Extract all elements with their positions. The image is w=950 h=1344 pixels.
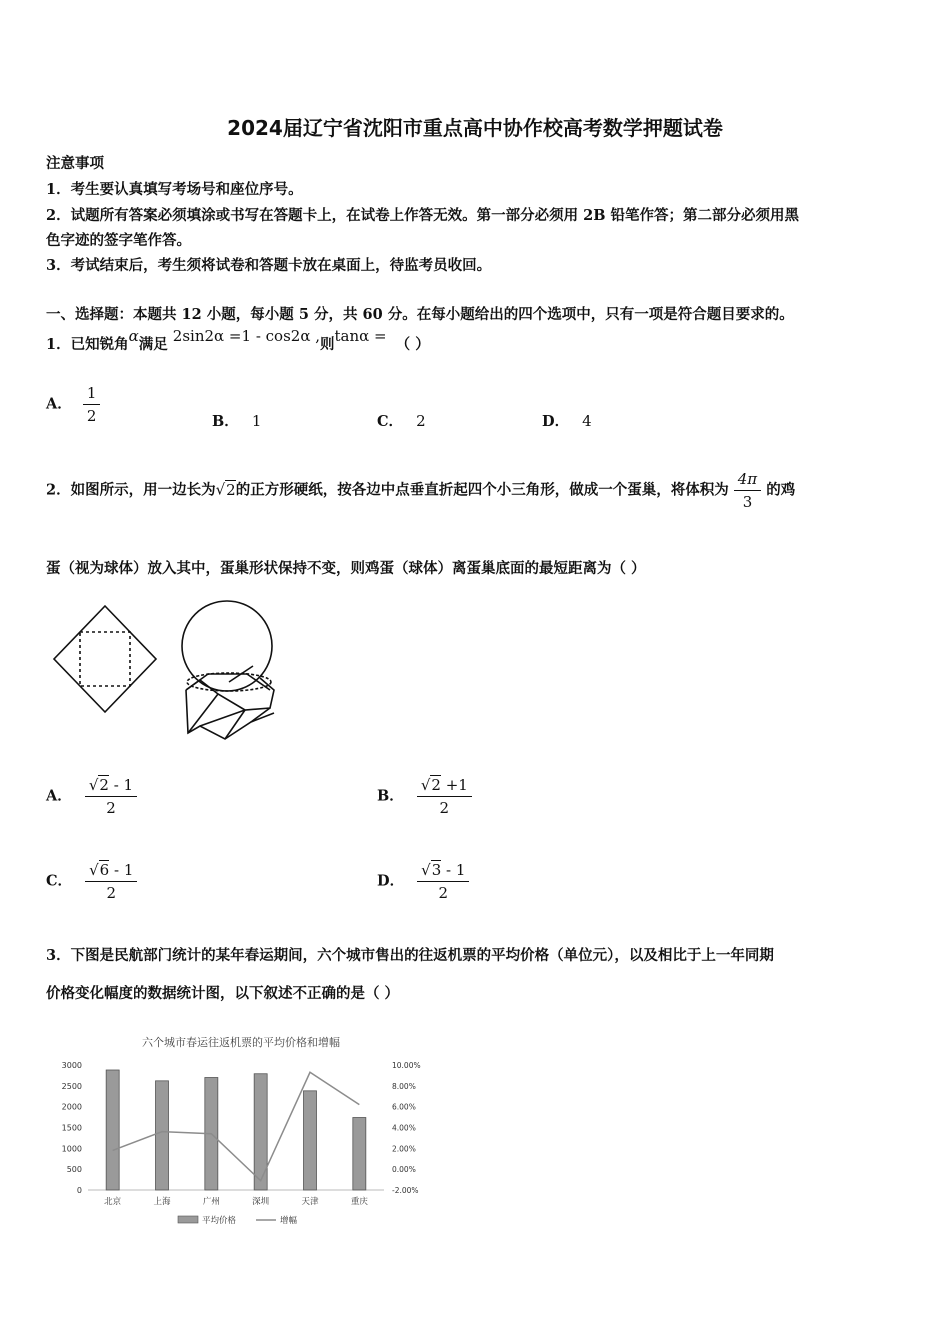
denominator: 3 <box>742 493 753 511</box>
q2-option-c <box>46 861 137 902</box>
option-label: A． <box>46 395 72 413</box>
category-label: 深圳 <box>252 1197 270 1207</box>
option-value: 1 <box>251 412 262 430</box>
q1-option-a <box>46 384 100 425</box>
q1-alpha: α <box>128 327 139 345</box>
legend-bar-swatch <box>178 1216 198 1223</box>
option-label: B． <box>377 787 404 805</box>
radicand: 6 <box>99 861 110 879</box>
notice-item: 3．考试结束后，考生须将试卷和答题卡放在桌面上，待监考员收回。 <box>46 257 492 274</box>
radicand: 2 <box>226 480 236 499</box>
category-label: 重庆 <box>350 1197 368 1207</box>
left-axis-tick-label: 500 <box>66 1165 82 1175</box>
right-axis-tick-label: 8.00% <box>392 1081 416 1091</box>
denominator: 2 <box>106 799 116 817</box>
q2-option-b <box>377 776 472 817</box>
numerator-rest: - 1 <box>441 861 466 879</box>
egg-in-nest-diagram <box>182 601 274 739</box>
q1-target: tanα = <box>334 327 387 345</box>
fraction <box>417 861 469 902</box>
q1-condition: 2sin2α =1 - cos2α , <box>172 327 320 345</box>
legend-label: 增幅 <box>280 1216 298 1226</box>
right-axis-tick-label: 4.00% <box>392 1123 416 1133</box>
bar-average-price <box>156 1081 169 1190</box>
option-label: D． <box>377 872 405 890</box>
q1-option-b <box>212 410 261 431</box>
radicand: 3 <box>431 861 442 879</box>
egg-nest-figure <box>48 598 288 748</box>
notice-item: 色字迹的签字笔作答。 <box>46 232 191 249</box>
numerator: 1 <box>83 384 101 405</box>
left-axis-tick-label: 2000 <box>61 1102 82 1112</box>
left-axis-tick-label: 3000 <box>61 1061 82 1070</box>
fraction <box>85 776 137 817</box>
numerator-rest: +1 <box>440 776 468 794</box>
right-axis-tick-label: -2.00% <box>392 1186 419 1195</box>
numerator: √3 - 1 <box>417 861 469 882</box>
category-label: 广州 <box>202 1197 220 1207</box>
left-axis-tick-label: 0 <box>76 1186 82 1195</box>
volume-fraction <box>734 470 761 511</box>
right-axis-tick-label: 6.00% <box>392 1102 416 1112</box>
category-label: 天津 <box>301 1197 319 1207</box>
sqrt-expression: √2 <box>215 480 236 499</box>
left-axis-tick-label: 1000 <box>61 1144 82 1154</box>
fraction <box>83 384 101 425</box>
right-axis-tick-label: 10.00% <box>392 1061 421 1070</box>
option-label: B． <box>212 413 239 430</box>
fraction <box>417 776 472 817</box>
radicand: 2 <box>99 776 109 794</box>
page-title: 2024届辽宁省沈阳市重点高中协作校高考数学押题试卷 <box>227 116 723 140</box>
chart-title: 六个城市春运往返机票的平均价格和增幅 <box>142 1036 340 1049</box>
section-heading: 一、选择题：本题共 12 小题，每小题 5 分，共 60 分。在每小题给出的四个选项中，只有一项是符合题目要求的。 <box>46 306 794 323</box>
price-change-chart <box>46 1028 446 1238</box>
q1-prefix: 1．已知锐角 <box>46 336 129 353</box>
numerator-rest: - 1 <box>108 776 134 794</box>
q1-blank: （ ） <box>395 336 430 353</box>
option-value: 2 <box>416 412 426 430</box>
q1-option-d <box>542 410 592 431</box>
q2-option-a <box>46 776 137 817</box>
q1-then: 则 <box>320 336 335 353</box>
left-axis-tick-label: 2500 <box>61 1081 82 1091</box>
bar-average-price <box>106 1070 119 1190</box>
category-label: 上海 <box>153 1197 171 1207</box>
q1-mid: 满足 <box>138 336 168 353</box>
q2-text: 2．如图所示，用一边长为 <box>46 481 216 499</box>
denominator: 2 <box>106 884 117 902</box>
q2-text: 的正方形硬纸，按各边中点垂直折起四个小三角形，做成一个蛋巢，将体积为 <box>235 481 729 499</box>
q1-option-c <box>377 410 426 431</box>
numerator: √6 - 1 <box>85 861 137 882</box>
left-axis-tick-label: 1500 <box>61 1123 82 1133</box>
question-3-line-1: 3．下图是民航部门统计的某年春运期间，六个城市售出的往返机票的平均价格（单位元），以及相比于上一年同期 <box>46 947 774 964</box>
category-label: 北京 <box>104 1197 122 1207</box>
question-2-line-2: 蛋（视为球体）放入其中，蛋巢形状保持不变，则鸡蛋（球体）离蛋巢底面的最短距离为（ ） <box>46 560 646 577</box>
notice-item: 1．考生要认真填写考场号和座位序号。 <box>46 181 303 198</box>
q2-text: 的鸡 <box>766 481 796 499</box>
option-value: 4 <box>582 412 592 430</box>
bar-average-price <box>254 1074 267 1190</box>
notice-heading: 注意事项 <box>46 155 104 172</box>
fraction <box>85 861 137 902</box>
legend-label: 平均价格 <box>202 1216 237 1226</box>
numerator: √2 - 1 <box>85 776 137 797</box>
option-label: D． <box>542 413 570 430</box>
denominator: 2 <box>439 799 450 817</box>
folded-square-diagram <box>54 606 156 712</box>
q2-option-d <box>377 861 469 902</box>
bar-average-price <box>304 1091 317 1190</box>
line-growth-rate <box>113 1072 360 1180</box>
notice-item: 2．试题所有答案必须填涂或书写在答题卡上，在试卷上作答无效。第一部分必须用 2B 铅笔作答；第二部分必须用黑 <box>46 207 800 224</box>
option-label: C． <box>46 872 73 890</box>
radicand: 2 <box>431 776 441 794</box>
denominator: 2 <box>86 407 97 425</box>
option-label: C． <box>377 413 404 430</box>
question-1 <box>46 327 430 354</box>
right-axis-tick-label: 2.00% <box>392 1144 416 1154</box>
option-label: A． <box>46 787 72 805</box>
denominator: 2 <box>438 884 449 902</box>
numerator: 4π <box>734 470 761 491</box>
right-axis-tick-label: 0.00% <box>392 1165 416 1175</box>
numerator-rest: - 1 <box>109 861 134 879</box>
question-3-line-2: 价格变化幅度的数据统计图，以下叙述不正确的是（ ） <box>46 985 400 1002</box>
bar-average-price <box>353 1118 366 1191</box>
question-2-line-1 <box>46 470 795 511</box>
numerator: √2 +1 <box>417 776 472 797</box>
